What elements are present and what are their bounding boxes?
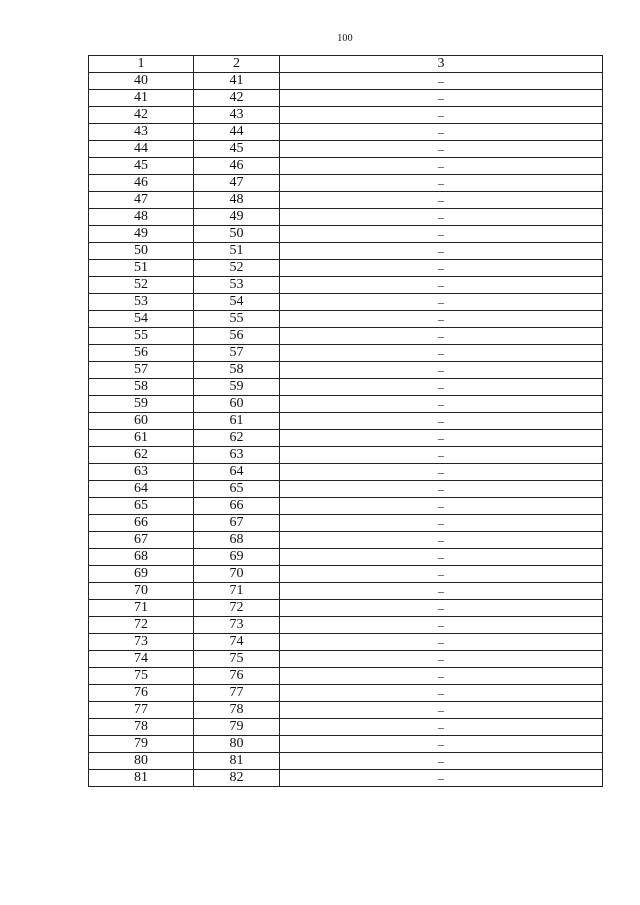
table-cell-col-2: 66 — [194, 498, 280, 515]
table-cell-col-3: – — [280, 90, 603, 107]
table-cell-col-2: 59 — [194, 379, 280, 396]
table-cell-col-3: – — [280, 770, 603, 787]
table-cell-col-3: – — [280, 600, 603, 617]
table-row — [89, 345, 603, 362]
table-cell-col-2: 68 — [194, 532, 280, 549]
table-cell-col-3: – — [280, 617, 603, 634]
table-row — [89, 294, 603, 311]
table-cell-col-3: – — [280, 583, 603, 600]
table-cell-col-3: – — [280, 379, 603, 396]
table-cell-col-3: – — [280, 719, 603, 736]
table-row — [89, 413, 603, 430]
table-row — [89, 549, 603, 566]
table-cell-col-3: – — [280, 277, 603, 294]
table-cell-col-3: – — [280, 634, 603, 651]
table-cell-col-3: – — [280, 226, 603, 243]
table-row — [89, 158, 603, 175]
table-cell-col-3: – — [280, 515, 603, 532]
table-row — [89, 226, 603, 243]
table-cell-col-1: 54 — [89, 311, 194, 328]
table-cell-col-1: 71 — [89, 600, 194, 617]
table-cell-col-3: – — [280, 753, 603, 770]
table-cell-col-3: – — [280, 209, 603, 226]
table-cell-col-1: 63 — [89, 464, 194, 481]
table-cell-col-2: 74 — [194, 634, 280, 651]
table-cell-col-3: – — [280, 464, 603, 481]
table-cell-col-2: 76 — [194, 668, 280, 685]
table-cell-col-3: – — [280, 192, 603, 209]
table-cell-col-1: 76 — [89, 685, 194, 702]
table-cell-col-1: 55 — [89, 328, 194, 345]
table-cell-col-1: 44 — [89, 141, 194, 158]
table-cell-col-2: 53 — [194, 277, 280, 294]
table-cell-col-2: 41 — [194, 73, 280, 90]
table-row — [89, 719, 603, 736]
table-cell-col-3: – — [280, 311, 603, 328]
table-cell-col-1: 75 — [89, 668, 194, 685]
table-row — [89, 736, 603, 753]
table-cell-col-1: 56 — [89, 345, 194, 362]
table-row — [89, 702, 603, 719]
table-cell-col-2: 77 — [194, 685, 280, 702]
column-header-1: 1 — [89, 56, 194, 73]
table-cell-col-1: 78 — [89, 719, 194, 736]
table-cell-col-3: – — [280, 124, 603, 141]
table-cell-col-2: 62 — [194, 430, 280, 447]
table-cell-col-3: – — [280, 141, 603, 158]
table-cell-col-3: – — [280, 328, 603, 345]
table-cell-col-2: 57 — [194, 345, 280, 362]
table-cell-col-2: 44 — [194, 124, 280, 141]
table-cell-col-2: 72 — [194, 600, 280, 617]
table-cell-col-1: 46 — [89, 175, 194, 192]
table-cell-col-3: – — [280, 345, 603, 362]
table-cell-col-1: 64 — [89, 481, 194, 498]
table-cell-col-2: 81 — [194, 753, 280, 770]
table-cell-col-1: 48 — [89, 209, 194, 226]
table-cell-col-1: 60 — [89, 413, 194, 430]
table-cell-col-2: 70 — [194, 566, 280, 583]
table-cell-col-3: – — [280, 396, 603, 413]
table-cell-col-3: – — [280, 362, 603, 379]
table-row — [89, 583, 603, 600]
table-cell-col-2: 61 — [194, 413, 280, 430]
table-row — [89, 685, 603, 702]
table-cell-col-1: 67 — [89, 532, 194, 549]
table-cell-col-2: 48 — [194, 192, 280, 209]
table-cell-col-3: – — [280, 651, 603, 668]
table-cell-col-3: – — [280, 481, 603, 498]
table-row — [89, 73, 603, 90]
table-row — [89, 243, 603, 260]
table-row — [89, 379, 603, 396]
table-cell-col-1: 57 — [89, 362, 194, 379]
table-row — [89, 260, 603, 277]
table-cell-col-1: 77 — [89, 702, 194, 719]
table-cell-col-1: 51 — [89, 260, 194, 277]
table-cell-col-1: 73 — [89, 634, 194, 651]
table-cell-col-3: – — [280, 107, 603, 124]
table-cell-col-1: 62 — [89, 447, 194, 464]
table-cell-col-2: 58 — [194, 362, 280, 379]
table-cell-col-3: – — [280, 73, 603, 90]
table-row — [89, 515, 603, 532]
table-cell-col-3: – — [280, 549, 603, 566]
column-header-3: 3 — [280, 56, 603, 73]
table-cell-col-1: 47 — [89, 192, 194, 209]
table-cell-col-2: 73 — [194, 617, 280, 634]
table-row — [89, 498, 603, 515]
table-cell-col-1: 66 — [89, 515, 194, 532]
table-cell-col-3: – — [280, 243, 603, 260]
table-row — [89, 141, 603, 158]
table-cell-col-2: 52 — [194, 260, 280, 277]
table-cell-col-2: 82 — [194, 770, 280, 787]
table-row — [89, 668, 603, 685]
table-cell-col-2: 60 — [194, 396, 280, 413]
table-cell-col-1: 42 — [89, 107, 194, 124]
table-cell-col-2: 64 — [194, 464, 280, 481]
table-cell-col-1: 58 — [89, 379, 194, 396]
table-cell-col-2: 51 — [194, 243, 280, 260]
table-cell-col-2: 46 — [194, 158, 280, 175]
table-cell-col-1: 53 — [89, 294, 194, 311]
table-cell-col-3: – — [280, 685, 603, 702]
table-cell-col-3: – — [280, 430, 603, 447]
table-cell-col-3: – — [280, 260, 603, 277]
table-cell-col-1: 80 — [89, 753, 194, 770]
table-cell-col-2: 42 — [194, 90, 280, 107]
table-cell-col-2: 67 — [194, 515, 280, 532]
table-cell-col-1: 40 — [89, 73, 194, 90]
table-cell-col-1: 43 — [89, 124, 194, 141]
table-row — [89, 175, 603, 192]
table-cell-col-2: 55 — [194, 311, 280, 328]
table-cell-col-1: 79 — [89, 736, 194, 753]
table-row — [89, 447, 603, 464]
table-row — [89, 600, 603, 617]
table-row — [89, 566, 603, 583]
table-cell-col-3: – — [280, 736, 603, 753]
table-cell-col-1: 81 — [89, 770, 194, 787]
table-cell-col-1: 68 — [89, 549, 194, 566]
table-cell-col-2: 56 — [194, 328, 280, 345]
table-cell-col-3: – — [280, 668, 603, 685]
table-cell-col-1: 65 — [89, 498, 194, 515]
table-cell-col-2: 45 — [194, 141, 280, 158]
table-cell-col-1: 61 — [89, 430, 194, 447]
table-row — [89, 90, 603, 107]
table-cell-col-2: 54 — [194, 294, 280, 311]
table-cell-col-3: – — [280, 158, 603, 175]
table-cell-col-1: 49 — [89, 226, 194, 243]
data-table — [88, 55, 603, 787]
table-row — [89, 753, 603, 770]
table-cell-col-2: 79 — [194, 719, 280, 736]
table-cell-col-1: 69 — [89, 566, 194, 583]
table-row — [89, 328, 603, 345]
table-row — [89, 277, 603, 294]
table-cell-col-2: 43 — [194, 107, 280, 124]
table-cell-col-1: 72 — [89, 617, 194, 634]
table-cell-col-3: – — [280, 498, 603, 515]
table-cell-col-2: 63 — [194, 447, 280, 464]
table-row — [89, 532, 603, 549]
table-header-row — [89, 56, 603, 73]
table-cell-col-3: – — [280, 175, 603, 192]
column-header-2: 2 — [194, 56, 280, 73]
table-row — [89, 124, 603, 141]
table-row — [89, 430, 603, 447]
table-cell-col-3: – — [280, 532, 603, 549]
table-cell-col-3: – — [280, 294, 603, 311]
table-cell-col-2: 69 — [194, 549, 280, 566]
table-cell-col-3: – — [280, 413, 603, 430]
table-row — [89, 311, 603, 328]
table-cell-col-2: 47 — [194, 175, 280, 192]
table-cell-col-1: 70 — [89, 583, 194, 600]
table-row — [89, 396, 603, 413]
page-number: 100 — [337, 33, 353, 44]
table-cell-col-1: 74 — [89, 651, 194, 668]
table-row — [89, 107, 603, 124]
table-cell-col-2: 65 — [194, 481, 280, 498]
table-row — [89, 770, 603, 787]
table-row — [89, 634, 603, 651]
table-cell-col-2: 50 — [194, 226, 280, 243]
table-row — [89, 617, 603, 634]
table-row — [89, 651, 603, 668]
table-cell-col-3: – — [280, 566, 603, 583]
table-row — [89, 192, 603, 209]
table-cell-col-3: – — [280, 702, 603, 719]
table-row — [89, 481, 603, 498]
table-cell-col-1: 45 — [89, 158, 194, 175]
table-cell-col-2: 75 — [194, 651, 280, 668]
table-cell-col-1: 59 — [89, 396, 194, 413]
table-cell-col-2: 80 — [194, 736, 280, 753]
table-header — [89, 56, 603, 73]
table-body — [89, 73, 603, 787]
table-cell-col-1: 50 — [89, 243, 194, 260]
table-cell-col-2: 78 — [194, 702, 280, 719]
table-row — [89, 362, 603, 379]
table-cell-col-1: 41 — [89, 90, 194, 107]
table-cell-col-3: – — [280, 447, 603, 464]
table-cell-col-2: 49 — [194, 209, 280, 226]
table-row — [89, 209, 603, 226]
table-cell-col-2: 71 — [194, 583, 280, 600]
table-cell-col-1: 52 — [89, 277, 194, 294]
table-row — [89, 464, 603, 481]
